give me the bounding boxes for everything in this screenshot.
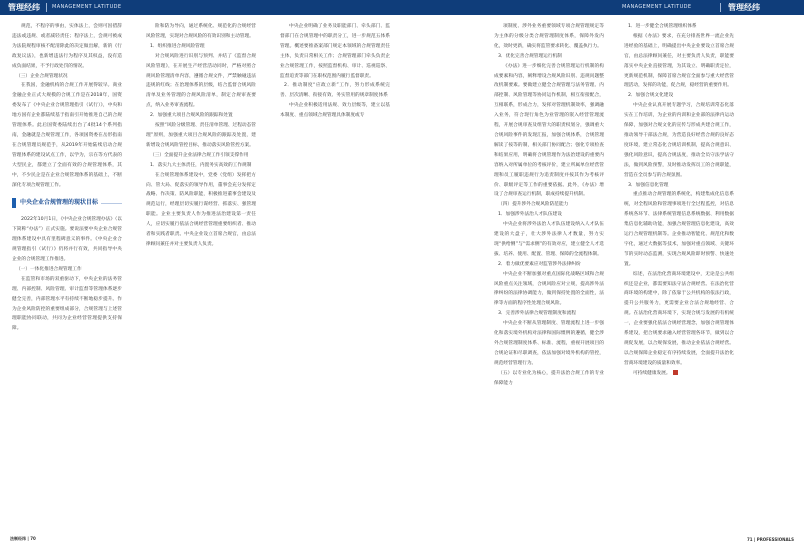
paragraph: 按照“风险分级管理、责任清单管理、过程动态管理”原则，加强重大项目合规风险的跟踪及处置，建新增设合规风险管控目标，推动落实风险管控方案。 bbox=[146, 123, 256, 148]
section-marker-icon bbox=[12, 198, 16, 208]
paragraph: 综述，在法治化营商环境建设中，无论是公共组织还是企业，都需要知法守法合规经营。在法治化营商环境的构建中，除了依靠于公共机构的依法行政，提升公共服务力，更需要企业合法合规地经营、合规。在法治化营商环境下，实现合规与发展的有机统一，企业要强化依法合规经营理念，加强合规管理体系建设，把合规要求融入经营管理各环节，做到以合规促发展，以合规保发展，推动企业依法合规经营。以合规保障企业稳定有序持续发展，全面提升法治化营商环境建设的质量和效率。 bbox=[624, 271, 734, 366]
right-page bbox=[402, 0, 804, 545]
brand-title-left: 管理经纬 bbox=[8, 3, 40, 12]
page-footer-right: 71 | PROFESSIONALS bbox=[746, 537, 794, 542]
paragraph: 在我国，金融机构的合规工作开展得较早。商业金融企业正式大规模的合规工作是在2018年，国资委发布了《中央企业合规管理指引（试行）》，中央和地方国有企业都陆续基于指南引开始推进自己的合规管理体系。此后国资委陆续出台了4批14个系列指南，金融就是合规管理工作，各项国资委在岳形指南在合规管理员规范手，从2019年开始陆续启动合规管理体系的建设试点工作，以学为，宗在等方代表的大型民企，都建立了全面有效的合规管理体系，其中，不少民企是在企业合规管理体系的基础上，不断深化专项合规管理工作。 bbox=[12, 83, 122, 188]
subheading: （四）提升涉外合规风险防范能力 bbox=[498, 202, 569, 208]
section-rule bbox=[101, 203, 122, 204]
subheading: 2．加强重大项目合规风险的跟踪和处置 bbox=[150, 113, 233, 119]
right-column-2 bbox=[624, 22, 734, 379]
left-column-1 bbox=[12, 22, 122, 334]
subheading: 3．优化完善合规管理运行机制 bbox=[498, 53, 562, 59]
section-title bbox=[12, 198, 122, 208]
right-column-1 bbox=[494, 22, 604, 389]
closing-line bbox=[624, 369, 734, 379]
paragraph: 《办法》进一步细化完善合规管理运行机制的构成要素和内容，阐释增设合规风险识别、违规问题整改机制要素。要做建立健全合规管理与法务管理、内部控制、风险管理等协同运作机制，相互衔接配合，互相联系，形成合力，发挥对管理机制效率，强调融入业务，符合现行角色为业管理的嵌入经营管理流程，开展合规审查及组管大的职责权划分，强调重大合规风险事件的发现汇报，加强合规体系，合规管理解读了按等的制，相关部门协同配合；强化专项检查和结果应用，明确将合规管理作为法治建设的重要内容纳入对所属单位的考核评价，建立所属单位经营管理和员工履职违规行为追责制度并按其作为考核评价、职级评定等工作的重要依据。此外，《办法》增设了合规审查运行机制，职成持续提升机制。 bbox=[494, 63, 604, 198]
paragraph: 对合规风险进行识别与预判、并结了《监督合规风险管理》，在开展生产经营活动同时，严格对照合规风险管理清单内容，遵循合规文件，严禁触碰违法违规的红线；在治理体系的层级，结合监督合规风险清单及业务管理的合规风险清单，制定合规审查要点，纳入业务审查流程。 bbox=[146, 53, 256, 109]
subheading: 2．推动制度“应政立新”工作，努力形成系统完善、层次清晰、衔接有效、务实管用的规章制度体系 bbox=[280, 83, 390, 99]
paragraph: 重点推动合规管理的系统化，构建集成化信息系统，对全程风险和管理事项进行全过程监控，对信息系统各环节、法律系统管理信息系统数据、利用数据集信息化辅助功能，加强合规管理信息化建设，高效运行合规管理机制等。企业推动智能化、规范化和数字化，通过大数据等技术，加强对重点领域、关键环节的实时动态监测，实现合规风险即时预警、快速处置。 bbox=[624, 192, 734, 267]
tagline-left: MANAGEMENT LATITUDE bbox=[52, 4, 122, 10]
section-title-text: 中央企业合规管理的现状目标 bbox=[20, 199, 99, 207]
paragraph: 中央企业积极适用法规、效力层级等，建立以基本制度、重点领域合规管理具体制度或专 bbox=[280, 103, 390, 119]
subheading: 2．着力做优要素应对监管涉外法律纠纷 bbox=[498, 261, 581, 267]
brand-title-right: 管理经纬 bbox=[728, 3, 760, 12]
closing-text: 可持续健康发展。 bbox=[633, 370, 671, 376]
header-divider-left bbox=[46, 3, 47, 12]
page-footer-left: 法制经纬 | 70 bbox=[10, 536, 36, 541]
subheading: 3．加强信息化管理 bbox=[628, 182, 669, 188]
subheading: 2．加强合规文化建设 bbox=[628, 93, 674, 99]
paragraph: 2022年10月1日，《中央企业合规管理办法》（以下简称“办法”）正式实施。要说法要中央企业合规管理体系建设中具有里程碑意义的事件。《中央企业合规管理指引（试行）》仍将并行有效，共同指导中央企业的合规管理工作推进。 bbox=[12, 217, 122, 263]
subheading: 1．加强涉外法治人才队伍建设 bbox=[498, 212, 562, 218]
paragraph: 中央企业不断加强对重点国际化战略区域和合规风险重点关注领域，合规风险应对立规，提高涉外法律纠纷的法律协调能力，做到保持处置的全面性，法律等方面的程序性处理合规风险。 bbox=[494, 271, 604, 307]
paragraph: 根据《办法》要求，在充分排查世界一流企业先进经验的基础上，明确提出中央企业要设立首席合规官，由总法律顾问兼任，对主要负责人负责，职能要落实中央企业直接管理，为其设立、明确职责定位，更新规范机制，保障首席合规官全面参与重大经营管理活动，发挥的功能，促合规，稳经营的重要作用。 bbox=[624, 33, 734, 89]
paragraph: 项制度、涉外业务重要领域专项合规管理规定等为主体的分级分类合规管理制度体系，保障外发内化，效时更新，确实将监管要求转化、覆盖执行力。 bbox=[494, 24, 604, 49]
left-column-3 bbox=[280, 22, 390, 121]
subheading: （一）一体化推进合规管理工作 bbox=[16, 266, 82, 272]
paragraph: 险和防为导向，通过系统化、规范化的合规经营风险管理，实现对合规风险的有效识别和主动管理。 bbox=[146, 24, 256, 39]
end-mark-icon bbox=[673, 370, 678, 375]
paragraph: 中央企业明确了业务及职能部门、牵头部门、监督部门在合规管理中的职责分工，进一步规范五体系管理。概述要推备案部门规定本领域的合规管理责任主体，负责日常相关工作；合规管理部门牵头负责企业合规管理工作，按照监督机构、审计、巡视巡察、监督追责等部门在职权范围内履行监督职责。 bbox=[280, 24, 390, 79]
subheading: 1．落实九大主体责任，内置务实高效的工作规制 bbox=[150, 162, 252, 168]
subheading: （三）全面提升企业法律合规工作引领支撑作用 bbox=[150, 152, 249, 158]
paragraph: 在合规管理体系建设中，党委（党组）发挥把方向、管大局、促落实的领导作用，董事会充分发挥定战略、作决策、防风险职能，积极推进董事会建设及规范运行，经理层切实履行谋经营、抓落实、强管理职能。企业主要负责人作为推进法治建设第一责任人，应切实履行依法合规经营管理重要组织者、推动者和实践者职责。中央企业设立首席合规官，由总法律顾问兼任并对主要负责人负责。 bbox=[146, 172, 256, 247]
left-column-2 bbox=[146, 22, 256, 250]
paragraph: 中央企业认真开展专题学习，合规培训常态化落实在工作培训，为企业的内训和企业部的法律内运动保障，加强对合规文化的宣传与形成共建合规工作，推动领导干部法合规，为营造良好经营合规的良好态度环境，建立常态化合规培训机制，提高合规意识、强化风险意识，提高合规法度，推动全员守法学法守法，做到风险预警，及时推动发挥员工的合规职能，营造在全员参与的合规氛围。 bbox=[624, 103, 734, 178]
paragraph: 规范，不程序的事由，实体法上，会则可因措辞违法或违规、或者减轻责任；程序法上，会规可被成为法院规程审核不配清除此的决定做出解，新的《行政复议法》，也新增违法行为程序及其权益，没有造成负面结果，不予行政处罚的情况。 bbox=[12, 24, 122, 69]
header-bar-right bbox=[402, 0, 804, 15]
subheading: 3．完善涉外法律合规管理制度和流程 bbox=[498, 311, 576, 317]
paragraph: 中央企业不断从管理制度、管理流程上进一步强化和落实境外机构对法律和国际惯例的遵循，健全涉外合规管理制度体系、标准、流程，重视开展项目的合规论证和尽职调查，依法加强对境外机构的管控，规范经营管理行为。 bbox=[494, 321, 604, 366]
paragraph: 中央企业将涉外法治人才队伍建设纳入人才队伍建设的大盘子，壮大涉外法律人才数量，努力实现“供给侧”与“需求侧”的有效对应，建立健全人才选拔、培养、使用、配置、管理、保障的全流程体制。 bbox=[494, 222, 604, 257]
paragraph: 在监管和市场的双重驱动下，中央企业的法务管理、内部控制、风险管理、审计监督等管理体系逐步健全完善，内部管理水平有持续不断地稳步提升。作为企业风险防控的重要组成部分，合规管理与上述管理职能协同联动，共同为企业经营管理提供支持保障。 bbox=[12, 276, 122, 332]
subheading: （三）企业合规管理状况 bbox=[16, 73, 68, 79]
subheading: （五）以专业化为核心，提升法治合规工作的专业保障能力 bbox=[494, 370, 604, 386]
header-divider-right bbox=[720, 3, 721, 12]
subheading: 1．进一步健全合规管理组织体系 bbox=[628, 24, 697, 29]
tagline-right: MANAGEMENT LATITUDE bbox=[622, 4, 692, 10]
header-bar-left bbox=[0, 0, 402, 15]
subheading: 1．组织推进合规风险管理 bbox=[150, 43, 205, 49]
